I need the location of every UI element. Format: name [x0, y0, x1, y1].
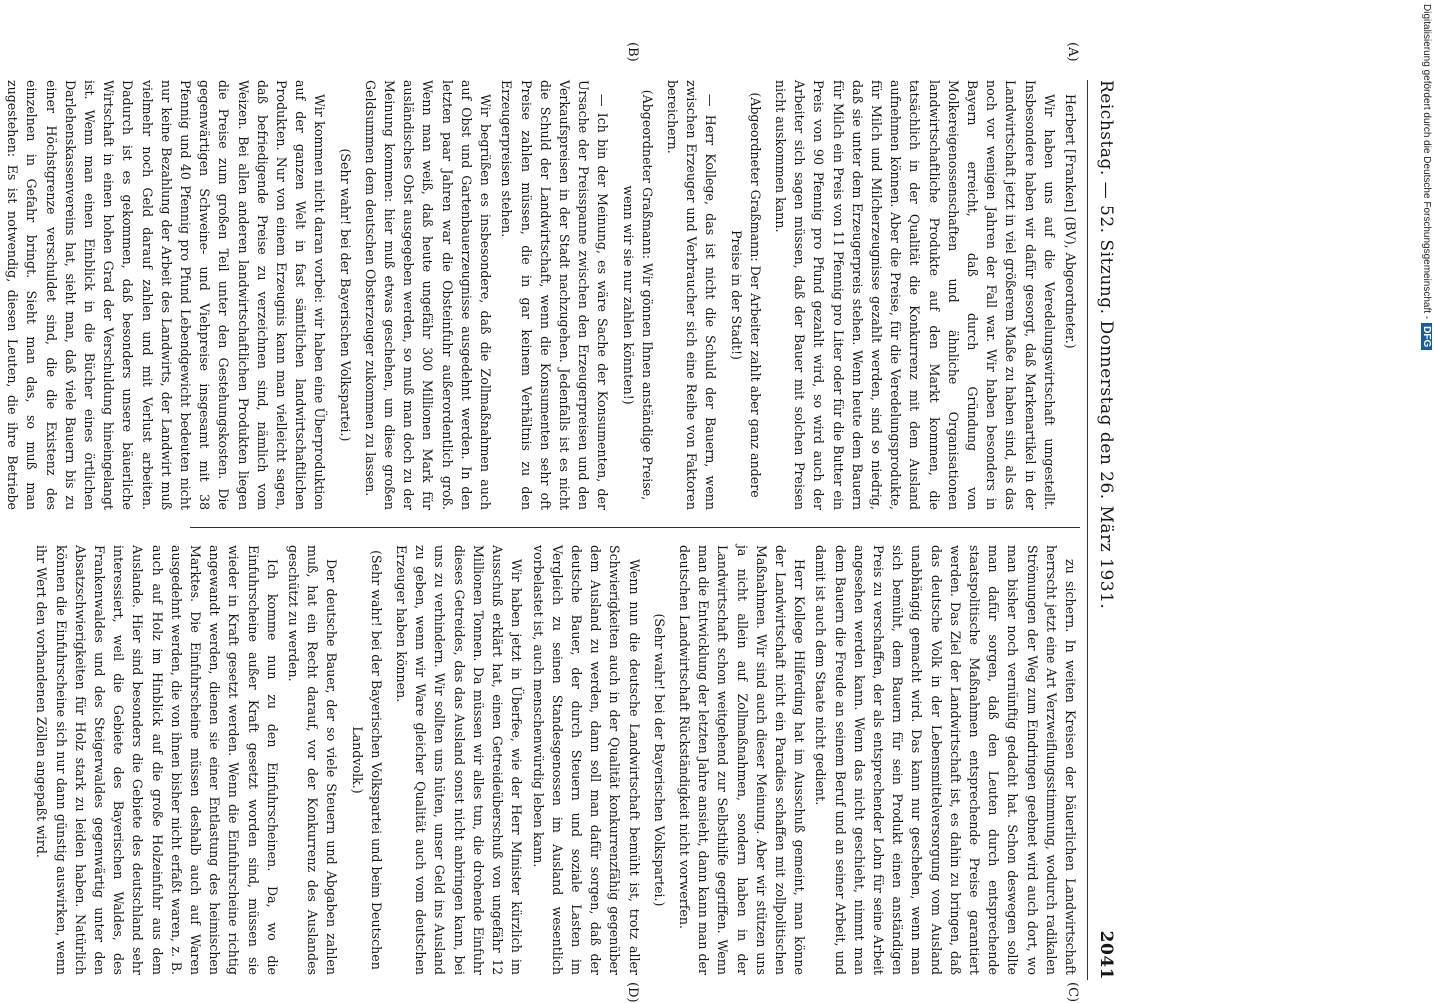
rotated-page — [0, 42, 1120, 1003]
right-column — [30, 545, 1080, 975]
paragraph: (Sehr wahr! bei der Bayerischen Volkspartei und beim Deutschen Landvolk.) — [349, 550, 384, 970]
margin-marker-a: (A) — [1065, 42, 1080, 62]
header-rule — [1087, 80, 1088, 980]
margin-marker-c: (C) — [1065, 982, 1080, 1003]
paragraph: Wenn nun die deutsche Landwirtschaft bemüht ist, trotz aller Schwierigkeiten auch in der Qualität konkurrenzfähig gegenüber dem Ausland zu werden, dann soll man dafür sorgen, daß der deutsche Bauer, der durch Steuern und soziale Lasten im Vergleich zu seinen Standesgenossen im Ausland wesentlich vorbelastet ist, auch menschenwürdig leben kann. — [530, 545, 642, 975]
running-title: Reichstag. — 52. Sitzung. Donnerstag den 26. März 1931. — [1096, 80, 1116, 610]
paragraph: Wir begrüßen es insbesondere, daß die Zollmaßnahmen auch auf Obst und Gartenbauerzeugnisse ausgedehnt werden. In den letzten paar Jahren war die Obsteinfuhr außerordentlich groß. Wenn man weiß, daß heute ungefähr 300 Millionen Mark für ausländisches Obst ausgegeben werden, so muß man doch zu der Meinung kommen: hier muß etwas geschehen, um diese großen Geldsummen dem deutschen Obsterzeuger zukommen zu lassen. — [362, 80, 494, 510]
margin-marker-d: (D) — [625, 982, 640, 1003]
paragraph: (Abgeordneter Graßmann: Der Arbeiter zahlt aber ganz andere Preise in der Stadt!) — [728, 92, 763, 498]
paragraph: Wir haben jetzt in Überfee, wie der Herr Minister kürzlich im Ausschuß erklärt hat, einen Getreideüberschuß von ungefähr 12 Millionen Tonnen. Da müssen wir alles tun, die drohende Einfuhr dieses Getreides, das das Ausland sonst nicht anbringen kann, bei uns zu verhindern. Wir sollten uns hüten, unser Geld ins Ausland zu geben, wenn wir Ware gleicher Qualität auch vom deutschen Erzeuger haben können. — [394, 545, 525, 975]
paragraph: Der deutsche Bauer, der so viele Steuern und Abgaben zahlen muß, hat ein Recht darauf, vor der Konkurrenz des Auslandes geschützt zu werden. — [286, 545, 340, 975]
paragraph: Wir haben uns auf die Veredelungswirtschaft umgestellt. Insbesondere haben wir dafür gesorgt, daß Markenartikel in der Landwirtschaft jetzt in viel größerem Maße zu haben sind, als das noch vor wenigen Jahren der Fall war. Wir haben besonders in Bayern erreicht, daß durch Gründung von Molkereigenossenschaften und ähnliche Organisationen landwirtschaftliche Produkte auf den Markt kommen, die tatsächlich in der Qualität die Konkurrenz mit dem Ausland aufnehmen können. Aber die Preise, für die Veredelungsprodukte, für Milch und Milcherzeugnisse gezahlt werden, sind so niedrig, daß sie unter dem Erzeugerpreis stehen. Wenn heute dem Bauern für Milch ein Preis von 11 Pfennig pro Liter oder für die Butter ein Preis von 90 Pfennig pro Pfund gezahlt wird, so wird auch der Arbeiter sich sagen müssen, daß der Bauer mit solchen Preisen nicht auskommen kann. — [772, 80, 1057, 510]
margin-marker-b: (B) — [625, 42, 640, 62]
column-divider — [190, 527, 1080, 528]
left-column — [0, 80, 1080, 510]
paragraph: — Herr Kollege, das ist nicht die Schuld der Bauern, wenn zwischen Erzeuger und Verbraucher sich eine Reihe von Faktoren bereichern. — [664, 80, 719, 510]
paragraph: — Ich bin der Meinung, es wäre Sache der Konsumenten, der Ursache der Preisspanne zwischen den Erzeugerpreisen und den Verkaufspreisen in der Stadt nachzugehen. Jedenfalls ist es nicht die Schuld der Landwirtschaft, wenn die Konsumenten sehr oft Preise zahlen müssen, die in gar keinem Verhältnis zu den Erzeugerpreisen stehen. — [499, 80, 611, 510]
paragraph: zu sichern. In weiten Kreisen der bäuerlichen Landwirtschaft herrscht jetzt eine Art Verzweiflungsstimmung, wodurch radikalen Strömungen der Weg zum Eindringen geebnet wird auch dort, wo man bisher noch vernünftig gedacht hat. Schon deswegen sollte man dafür sorgen, daß den Leuten durch entsprechende staatspolitische Maßnahmen entsprechende Preise garantiert werden. Das Ziel der Landwirtschaft ist, es dahin zu bringen, daß das deutsche Volk in der Lebensmittelversorgung vom Ausland unabhängig gemacht wird. Das kann nur geschehen, wenn man sich bemüht, dem Bauern für sein Produkt einen anständigen Preis zu verschaffen, der als entsprechender Lohn für seine Arbeit angesehen werden kann. Wenn das nicht geschieht, nimmt man dem Bauern die Freude an seinem Beruf und an seiner Arbeit, und damit ist auch dem Staate nicht gedient. — [813, 545, 1078, 975]
paragraph: Ich komme nun zu den Einfuhrscheinen. Da, wo die Einfuhrscheine außer Kraft gesetzt worden sind, müssen sie wieder in Kraft gesetzt werden. Wenn die Einfuhrscheine richtig angewandt werden, dienen sie einer Entlastung des heimischen Marktes. Die Einfuhrscheine müssen deshalb auch auf Waren ausgedehnt werden, die von ihnen bisher nicht erfaßt waren, z. B. auch auf Holz im Hinblick auf die große Holzeinfuhr aus dem Auslande. Hier sind besonders die Gebiete des deutschland sehr interessiert, weil die Gebiete des Bayerischen Waldes, des Frankenwaldes und des Steigerwaldes gegenwärtig unter den Absatzschwierigkeiten für Holz stark zu leiden haben. Natürlich können die Einfuhrscheine sich nur dann günstig auswirken, wenn ihr Wert den vorhandenen Zöllen angepaßt wird. — [34, 545, 280, 975]
paragraph: Herr Kollege Hilferding hat im Ausschuß gemeint, man könne der Landwirtschaft nicht ein Paradies schaffen mit zollpolitischen Maßnahmen. Wir sind auch dieser Meinung. Aber wir stützen uns ja nicht allein auf Zollmaßnahmen, sondern haben in der Landwirtschaft schon weitgehend zur Selbsthilfe gegriffen. Wenn man die Entwicklung der letzten Jahre ansieht, dann kann man der deutschen Landwirtschaft Rückständigkeit nicht vorwerfen. — [676, 545, 808, 975]
page-header — [1090, 80, 1120, 980]
page-number: 2041 — [1096, 930, 1116, 980]
paragraph: Herbert [Franken] (BV), Abgeordneter.) — [1063, 94, 1078, 349]
paragraph: (Abgeordneter Graßmann: Wir gönnen Ihnen anständige Preise, wenn wir sie nur zahlen könnten!) — [620, 89, 655, 501]
sidebar-text: Digitalisierung gefördert durch die Deutsche Forschungsgemeinschaft - — [1421, 4, 1432, 320]
digitization-sidebar — [1416, 0, 1430, 1000]
paragraph: Wir kommen nicht daran vorbei: wir haben eine Überproduktion auf der ganzen Welt in fast sämtlichen landwirtschaftlichen Produkten. Nur von einem Erzeugnis kann man vielleicht sagen, daß befriedigende Preise zu verzeichnen sind, nämlich vom Weizen. Bei allen anderen landwirtschaftlichen Produkten liegen die Preise zum großen Teil unter den Gestehungskosten. Die gegenwärtigen Schweine- und Viehpreise insgesamt mit 38 Pfennig und 40 Pfennig pro Pfund Lebendgewicht bedeuten nicht nur keine Bezahlung der Arbeit des Landwirts, der Landwirt muß vielmehr noch Geld darauf zahlen und mit Verlust arbeiten. Dadurch ist es gekommen, daß besonders unsere bäuerliche Wirtschaft in einen hohen Grad der Verschuldung hineingelangt ist. Wenn man einen Einblick in die Bücher eines örtlichen Darlehenskassenvereins hat, sieht man, daß viele Bauern bis zu einer Höchstgrenze verschuldet sind, die die Existenz des einzelnen in Gefahr bringt. Sieht man das, so muß man zugestehen: Es ist notwendig, diesen Leuten, die ihre Betriebe — [5, 80, 328, 510]
paragraph: (Sehr wahr! bei der Bayerischen Volkspartei.) — [651, 613, 667, 907]
paragraph: (Sehr wahr! bei der Bayerischen Volkspartei.) — [337, 148, 353, 442]
dfg-logo: DFG — [1421, 323, 1432, 350]
